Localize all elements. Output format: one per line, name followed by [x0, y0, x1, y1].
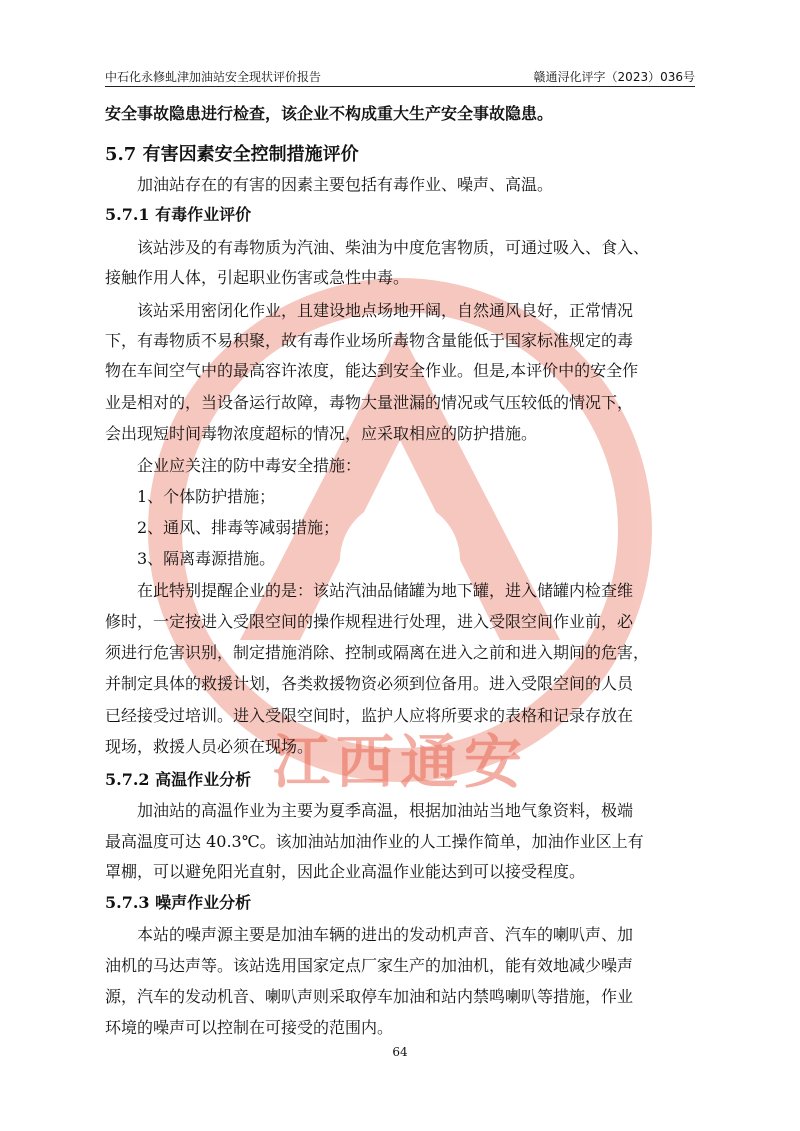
text-line: 油机的马达声等。该站选用国家定点厂家生产的加油机，能有效地减少噪声	[105, 956, 634, 975]
text-line: 加油站存在的有害的因素主要包括有毒作业、噪声、高温。	[105, 175, 554, 194]
text-line: 下，有毒物质不易积聚，故有毒作业场所毒物含量能低于国家标准规定的毒	[105, 331, 634, 350]
text-line: 环境的噪声可以控制在可接受的范围内。	[105, 1018, 394, 1037]
section-heading: 5.7.3 噪声作业分析	[105, 893, 252, 912]
text-line: 2、通风、排毒等减弱措施；	[105, 518, 340, 537]
text-line: 修时，一定按进入受限空间的操作规程进行处理，进入受限空间作业前，必	[105, 612, 634, 631]
text-line: 会出现短时间毒物浓度超标的情况，应采取相应的防护措施。	[105, 424, 538, 443]
text-line: 3、隔离毒源措施。	[105, 549, 276, 568]
section-heading: 5.7.2 高温作业分析	[105, 770, 252, 789]
text-line: 该站涉及的有毒物质为汽油、柴油为中度危害物质，可通过吸入、食入、	[105, 238, 650, 257]
text-line: 罩棚，可以避免阳光直射，因此企业高温作业能达到可以接受程度。	[105, 862, 586, 881]
text-line: 物在车间空气中的最高容许浓度，能达到安全作业。但是,本评价中的安全作	[105, 361, 639, 380]
watermark-brand: 江西通安	[271, 728, 529, 796]
text-line: 现场，救援人员必须在现场。	[105, 737, 314, 756]
text-line: 企业应关注的防中毒安全措施：	[105, 456, 362, 475]
header-document-number: 赣通浔化评字（2023）036号	[533, 70, 695, 84]
text-line: 加油站的高温作业为主要为夏季高温，根据加油站当地气象资料，极端	[105, 801, 634, 820]
text-line: 1、个体防护措施；	[105, 487, 276, 506]
page-number: 64	[392, 1045, 408, 1059]
text-line: 安全事故隐患进行检查，该企业不构成重大生产安全事故隐患。	[105, 104, 554, 123]
text-line: 最高温度可达 40.3℃。该加油站加油作业的人工操作简单，加油作业区上有	[105, 832, 644, 851]
text-line: 须进行危害识别，制定措施消除、控制或隔离在进入之前和进入期间的危害，	[105, 643, 650, 662]
text-line: 已经接受过培训。进入受限空间时，监护人应将所要求的表格和记录存放在	[105, 706, 634, 725]
text-line: 源，汽车的发动机音、喇叭声则采取停车加油和站内禁鸣喇叭等措施，作业	[105, 987, 634, 1006]
text-line: 并制定具体的救援计划，各类救援物资必须到位备用。进入受限空间的人员	[105, 674, 634, 693]
text-line: 在此特别提醒企业的是：该站汽油品储罐为地下罐，进入储罐内检查维	[105, 581, 634, 600]
section-heading: 5.7.1 有毒作业评价	[105, 205, 252, 224]
header-report-title: 中石化永修虬津加油站安全现状评价报告	[105, 70, 322, 84]
text-line: 业是相对的，当设备运行故障，毒物大量泄漏的情况或气压较低的情况下，	[105, 393, 634, 412]
section-heading: 5.7 有害因素安全控制措施评价	[105, 144, 359, 165]
text-line: 该站采用密闭化作业，且建设地点场地开阔，自然通风良好，正常情况	[105, 301, 634, 320]
page-header	[105, 66, 695, 87]
text-line: 本站的噪声源主要是加油车辆的进出的发动机声音、汽车的喇叭声、加	[105, 925, 634, 944]
text-line: 接触作用人体，引起职业伤害或急性中毒。	[105, 268, 410, 287]
